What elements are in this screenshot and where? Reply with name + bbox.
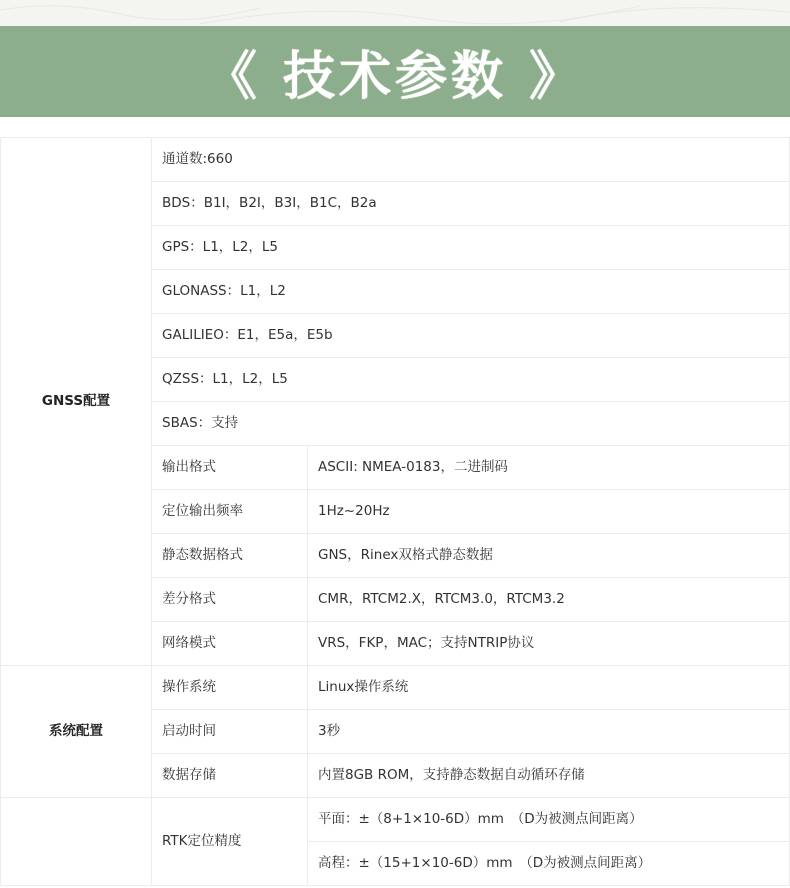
network-mode-value: VRS，FKP，MAC；支持NTRIP协议 (308, 622, 790, 666)
network-mode-label: 网络模式 (152, 622, 308, 666)
rtk-height: 高程：±（15+1×10-6D）mm （D为被测点间距离） (308, 842, 790, 886)
banner-title: 《 技术参数 》 (204, 47, 586, 107)
output-rate-label: 定位输出频率 (152, 490, 308, 534)
table-row (1, 138, 790, 182)
group-label-empty (1, 798, 152, 886)
storage-label: 数据存储 (152, 754, 308, 798)
rtk-plane: 平面：±（8+1×10-6D）mm （D为被测点间距离） (308, 798, 790, 842)
group-label-system: 系统配置 (1, 666, 152, 798)
gnss-glonass: GLONASS：L1，L2 (152, 270, 790, 314)
gnss-gps: GPS：L1，L2，L5 (152, 226, 790, 270)
diff-format-value: CMR，RTCM2.X，RTCM3.0，RTCM3.2 (308, 578, 790, 622)
top-decoration (0, 0, 790, 26)
gnss-qzss: QZSS：L1，L2，L5 (152, 358, 790, 402)
static-format-value: GNS，Rinex双格式静态数据 (308, 534, 790, 578)
gnss-bds: BDS：B1I，B2I，B3I，B1C，B2a (152, 182, 790, 226)
gnss-galileo: GALILIEO：E1，E5a，E5b (152, 314, 790, 358)
os-value: Linux操作系统 (308, 666, 790, 710)
group-label-gnss: GNSS配置 (1, 138, 152, 666)
output-format-label: 输出格式 (152, 446, 308, 490)
diff-format-label: 差分格式 (152, 578, 308, 622)
table-row (1, 666, 790, 710)
contour-pattern (0, 0, 790, 26)
os-label: 操作系统 (152, 666, 308, 710)
boot-time-label: 启动时间 (152, 710, 308, 754)
section-banner (0, 26, 790, 117)
storage-value: 内置8GB ROM，支持静态数据自动循环存储 (308, 754, 790, 798)
output-format-value: ASCII: NMEA-0183，二进制码 (308, 446, 790, 490)
output-rate-value: 1Hz~20Hz (308, 490, 790, 534)
rtk-label: RTK定位精度 (152, 798, 308, 886)
gnss-channels: 通道数:660 (152, 138, 790, 182)
boot-time-value: 3秒 (308, 710, 790, 754)
static-format-label: 静态数据格式 (152, 534, 308, 578)
spacer (0, 117, 790, 137)
spec-table (0, 137, 790, 886)
gnss-sbas: SBAS：支持 (152, 402, 790, 446)
table-row (1, 798, 790, 842)
